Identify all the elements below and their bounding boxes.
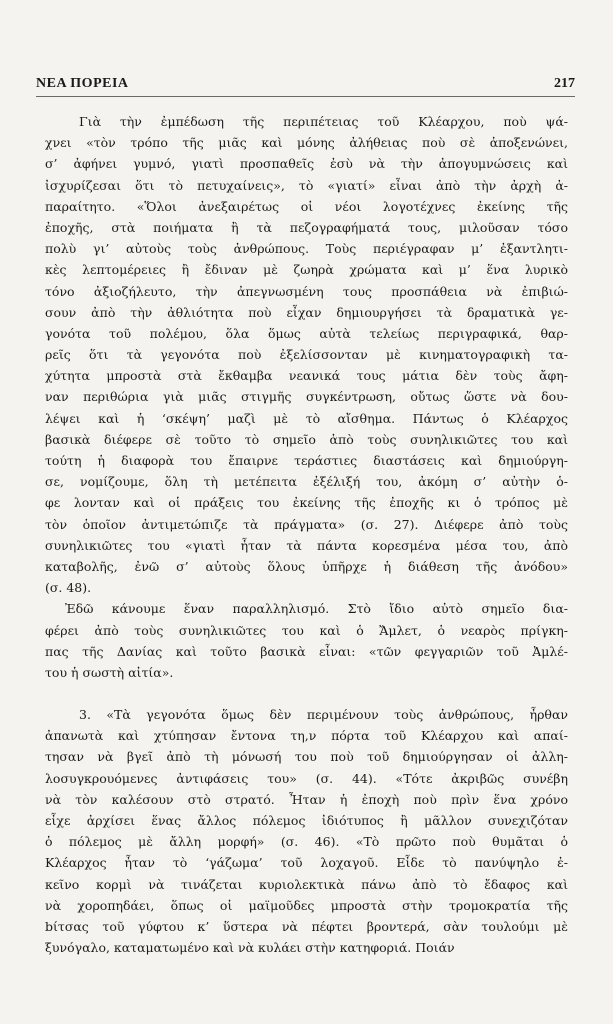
- running-title: ΝΕΑ ΠΟΡΕΙΑ: [36, 76, 129, 91]
- text-line: ὁ πόλεμος μὲ ἄλλη μορφή» (σ. 46). «Τὸ πρῶτο ποὺ θυμᾶται ὁ: [45, 834, 568, 850]
- text-line: ξυνόγαλο, καταματωμένο καὶ νὰ κυλάει στὴν κατηφοριά. Ποιάν: [45, 940, 455, 956]
- text-line: καταβολῆς, ἐνῶ σ’ αὐτοὺς ὅλους ὑπῆρχε ἡ διάθεση τῆς ἀνόδου»: [45, 558, 568, 574]
- paragraph: [45, 598, 568, 683]
- text-line: χύτητα μπροστὰ στὰ ἔκθαμβα νεανικά τους μάτια δὲν τοὺς ἄφη-: [45, 368, 568, 384]
- text-line: ἰσχυρίζεσαι ὅτι τὸ πετυχαίνεις», τὸ «γιατί» εἶναι ἀπὸ τὴν ἀρχὴ ἀ-: [45, 177, 568, 193]
- text-line: γονότα τοῦ πολέμου, ὅλα ὅμως αὐτὰ τελείως περιγραφικά, θαρ-: [45, 325, 568, 341]
- text-line: χνει «τὸν τρόπο τῆς μιᾶς καὶ μόνης ἀλήθειας ποὺ σὲ ἀποξενώνει,: [45, 135, 568, 151]
- text-line: τόνο ἀξιοζήλευτο, τὴν ἀπεγνωσμένη τους προσπάθεια νὰ ἐπιβιώ-: [45, 283, 568, 299]
- body-text: [45, 111, 568, 958]
- text-line: νὰ χοροπηδάει, ὅπως οἱ μαϊμοῦδες μπροστὰ στὴν τρομοκρατία τῆς: [45, 897, 568, 913]
- text-line: συνηλικιῶτες του «γιατὶ ἦταν τὰ πάντα κορεσμένα μέσα του, ἀπὸ: [45, 537, 568, 553]
- text-line: ἀπανωτὰ καὶ χτύπησαν ἔντονα τη,ν πόρτα τοῦ Κλέαρχου καὶ απαί-: [45, 728, 568, 744]
- text-line: φέρει ἀπὸ τοὺς συνηλικιῶτες του καὶ ὁ Ἄμλετ, ὁ νεαρὸς πρίγκη-: [45, 622, 568, 638]
- text-line: του ἡ σωστὴ αἰτία».: [45, 664, 174, 680]
- paragraph: [45, 111, 568, 598]
- text-line: (σ. 48).: [45, 580, 92, 596]
- text-line: τὸν ὁποῖον ἀντιμετώπιζε τὰ πράγματα» (σ. 27). Διέφερε ἀπὸ τοὺς: [45, 516, 568, 532]
- text-line: εἶχε ἀρχίσει ἕνας ἄλλος πόλεμος ἰδιότυπος ἢ μᾶλλον συνεχιζόταν: [45, 813, 568, 828]
- text-line: πας τῆς Δανίας καὶ τοῦτο βασικὰ εἶναι: «τῶν φεγγαριῶν τοῦ Ἀμλέ-: [45, 643, 568, 659]
- text-line: νὰ τὸν καλέσουν στὸ στρατό. Ἦταν ἡ ἐποχὴ ποὺ πρὶν ἕνα χρόνο: [45, 791, 568, 807]
- text-line: φε λονταν καὶ οἱ πράξεις του ἐκείνης τῆς ἐποχῆς κι ὁ τρόπος μὲ: [45, 495, 568, 511]
- text-line: ναν περιθώρια γιὰ μιᾶς στιγμῆς συγκέντρωση, οὔτως ὥστε νὰ δου-: [45, 389, 568, 405]
- text-line: 3. «Τὰ γεγονότα ὅμως δὲν περιμένουν τοὺς ἀνθρώπους, ἦρθαν: [79, 707, 568, 723]
- text-line: ἐποχῆς, στὰ ποιήματα ἢ τὰ πεζογραφήματά τους, μιλοῦσαν τόσο: [45, 219, 568, 235]
- text-line: ρεῖς ὅτι τὰ γεγονότα ποὺ ἐξελίσσονταν μὲ κινηματογραφικὴ τα-: [45, 347, 568, 363]
- text-line: Κλέαρχος ἦταν τὸ ‘γάζωμα’ τοῦ λοχαγοῦ. Εἶδε τὸ πανύψηλο ἐ-: [45, 855, 568, 871]
- paragraph: [45, 704, 568, 958]
- text-line: Γιὰ τὴν ἐμπέδωση τῆς περιπέτειας τοῦ Κλέαρχου, ποὺ ψά-: [79, 114, 568, 129]
- text-line: σε, νομίζουμε, ὅλη τὴ μετέπειτα ἐξέλιξή του, ἀκόμη σ’ αὐτὴν ὁ-: [45, 474, 568, 490]
- text-line: Ἐδῶ κάνουμε ἕναν παραλληλισμό. Στὸ ἴδιο αὐτὸ σημεῖο δια-: [65, 601, 568, 617]
- text-line: κεῖνο κορμὶ νὰ τινάζεται κυριολεκτικὰ πάνω ἀπὸ τὸ ἔδαφος καὶ: [45, 876, 568, 892]
- text-line: σουν ἀπὸ τὴν ἀθλιότητα ποὺ εἶχαν δημιουργήσει τὰ δραματικὰ γε-: [45, 304, 568, 320]
- text-line: βασικὰ διέφερε σὲ τοῦτο τὸ σημεῖο ἀπὸ τοὺς συνηλικιῶτες του καὶ: [45, 431, 568, 447]
- text-line: λοσυγκρουόμενες ἀντιφάσεις του» (σ. 44). «Τότε ἀκριβῶς συνέβη: [45, 770, 568, 786]
- text-line: τησαν νὰ βγεῖ ἀπὸ τὴ μόνωσή του ποὺ τοῦ δημιούργησαν οἱ ἀλλη-: [45, 749, 568, 765]
- text-line: bίτσας τοῦ γύφτου κ’ ὕστερα νὰ πέφτει βροντερά, σὰν τουλούμι μὲ: [45, 918, 568, 934]
- page-number: 217: [554, 76, 575, 91]
- text-line: πολὺ γι’ αὐτοὺς τοὺς ἀνθρώπους. Τοὺς περιέγραφαν μ’ ἐξαντλητι-: [45, 241, 568, 257]
- paragraph-gap: [45, 683, 568, 704]
- text-line: λέψει καὶ ἡ ‘σκέψη’ μαζὶ μὲ τὸ αἴσθημα. Πάντως ὁ Κλέαρχος: [45, 410, 568, 426]
- text-line: τούτη ἡ διαφορὰ του ἔπαιρνε τεράστιες διαστάσεις καὶ δημιούργη-: [45, 453, 568, 468]
- running-header: [36, 76, 575, 97]
- text-line: κὲς λεπτομέρειες ἢ ἔδιναν μὲ ζωηρὰ χρώματα καὶ μ’ ἕνα λυρικὸ: [45, 262, 568, 278]
- text-line: παραίτητο. «Ὅλοι ἀνεξαιρέτως οἱ νέοι λογοτέχνες ἐκείνης τῆς: [45, 198, 568, 214]
- text-line: σ’ ἀφήνει γυμνό, γιατὶ προσπαθεῖς ἐσὺ νὰ τὴν ἀπογυμνώσεις καὶ: [45, 156, 568, 172]
